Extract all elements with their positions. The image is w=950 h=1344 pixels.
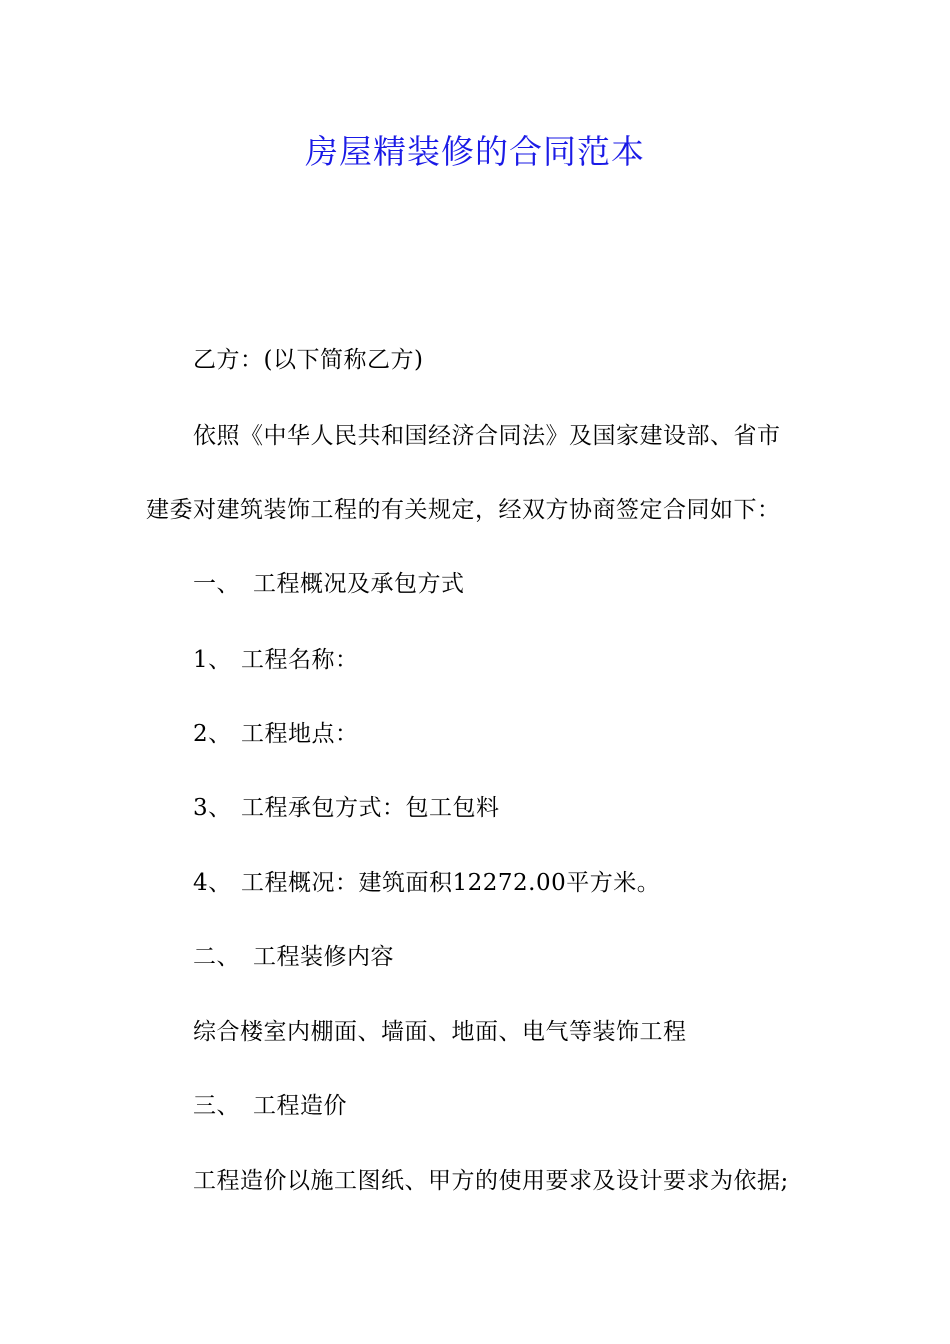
section-3-body: 工程造价以施工图纸、甲方的使用要求及设计要求为依据; [193, 1168, 789, 1194]
item-number: 1、 [193, 647, 232, 673]
section-number: 一、 [193, 571, 240, 597]
section-number: 二、 [193, 944, 240, 970]
section-2-heading [193, 940, 394, 974]
item-number: 3、 [193, 795, 232, 821]
section-3-heading [193, 1089, 347, 1123]
list-item [193, 791, 500, 825]
item-text: 工程概况：建筑面积12272.00平方米。 [241, 870, 661, 896]
item-number: 2、 [193, 721, 232, 747]
party-b-line: 乙方：(以下简称乙方) [193, 347, 424, 373]
item-number: 4、 [193, 870, 232, 896]
section-title: 工程概况及承包方式 [253, 571, 465, 597]
section-2-body: 综合楼室内棚面、墙面、地面、电气等装饰工程 [193, 1019, 687, 1045]
section-title: 工程装修内容 [253, 944, 394, 970]
list-item [193, 643, 359, 677]
intro-paragraph-line-1: 依照《中华人民共和国经济合同法》及国家建设部、省市 [193, 423, 781, 449]
section-title: 工程造价 [253, 1093, 347, 1119]
list-item [193, 866, 660, 900]
item-text: 工程承包方式：包工包料 [241, 795, 500, 821]
list-item [193, 717, 359, 751]
item-text: 工程名称： [241, 647, 359, 673]
document-title: 房屋精装修的合同范本 [305, 132, 645, 171]
item-text: 工程地点： [241, 721, 359, 747]
intro-paragraph-line-2: 建委对建筑装饰工程的有关规定，经双方协商签定合同如下： [146, 497, 781, 523]
section-1-heading [193, 567, 465, 601]
section-number: 三、 [193, 1093, 240, 1119]
